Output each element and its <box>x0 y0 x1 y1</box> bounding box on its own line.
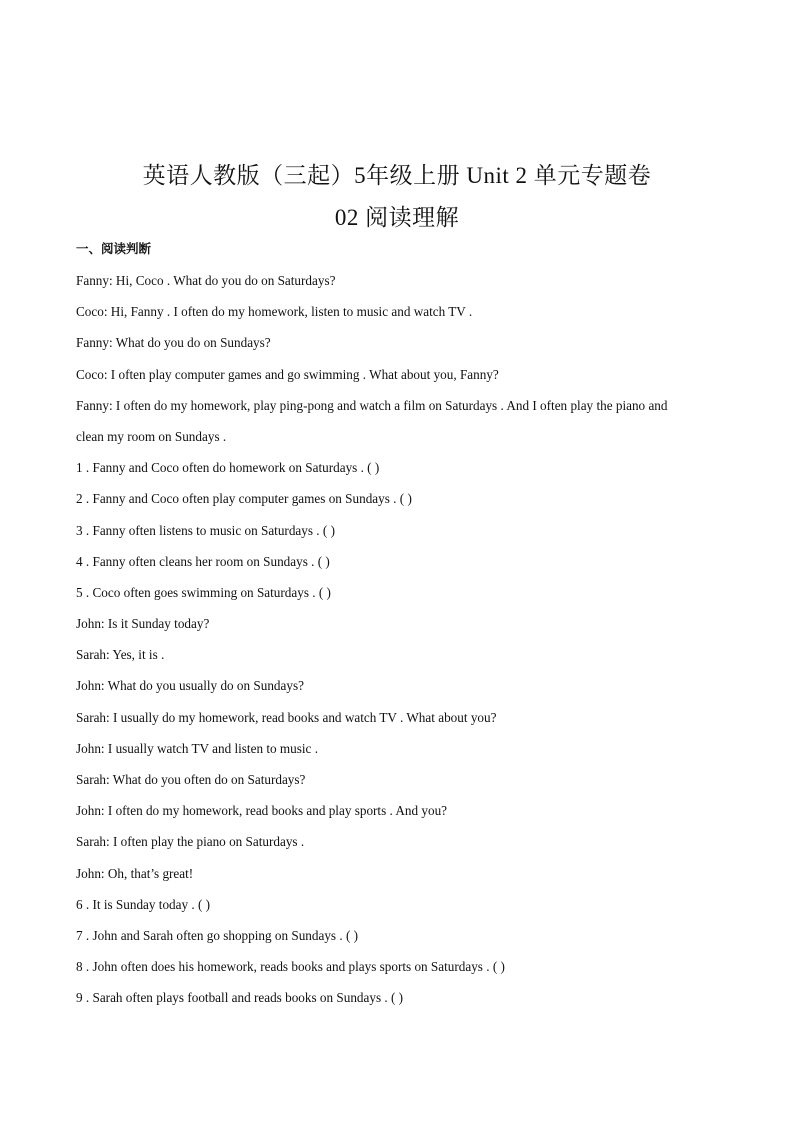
text-line: John: What do you usually do on Sundays? <box>76 678 304 694</box>
text-line: Coco: I often play computer games and go swimming . What about you, Fanny? <box>76 366 499 382</box>
text-line: John: Is it Sunday today? <box>76 616 210 632</box>
section-heading: 一、阅读判断 <box>76 241 152 256</box>
question-item: 4 . Fanny often cleans her room on Sundays . ( ) <box>76 553 330 569</box>
text-line: John: I often do my homework, read books and play sports . And you? <box>76 803 448 819</box>
text-line: Sarah: Yes, it is . <box>76 647 165 663</box>
text-line: Sarah: I often play the piano on Saturdays . <box>76 834 305 850</box>
text-line: Fanny: Hi, Coco . What do you do on Saturdays? <box>76 273 336 288</box>
reading-passage <box>76 265 736 1014</box>
question-item: 7 . John and Sarah often go shopping on Sundays . ( ) <box>76 927 359 943</box>
text-line: Sarah: What do you often do on Saturdays? <box>76 772 306 787</box>
text-line: Coco: Hi, Fanny . I often do my homework, listen to music and watch TV . <box>76 304 473 320</box>
question-item: 9 . Sarah often plays football and reads books on Sundays . ( ) <box>76 990 404 1006</box>
text-line: clean my room on Sundays . <box>76 428 227 444</box>
question-item: 8 . John often does his homework, reads books and plays sports on Saturdays . ( ) <box>76 959 505 975</box>
question-item: 3 . Fanny often listens to music on Saturdays . ( ) <box>76 522 335 538</box>
text-line: John: Oh, that’s great! <box>76 865 194 881</box>
text-line: Fanny: I often do my homework, play ping-pong and watch a film on Saturdays . And I often play the piano and <box>76 397 668 413</box>
question-item: 2 . Fanny and Coco often play computer games on Sundays . ( ) <box>76 491 412 507</box>
text-line: Fanny: What do you do on Sundays? <box>76 335 271 351</box>
page-title: 英语人教版（三起）5年级上册 Unit 2 单元专题卷 <box>142 163 652 188</box>
text-line: John: I usually watch TV and listen to music . <box>76 740 318 756</box>
question-item: 1 . Fanny and Coco often do homework on Saturdays . ( ) <box>76 460 380 476</box>
question-item: 6 . It is Sunday today . ( ) <box>76 896 211 912</box>
text-line: Sarah: I usually do my homework, read books and watch TV . What about you? <box>76 709 497 725</box>
page-subtitle: 02 阅读理解 <box>334 205 460 230</box>
question-item: 5 . Coco often goes swimming on Saturdays . ( ) <box>76 584 331 600</box>
